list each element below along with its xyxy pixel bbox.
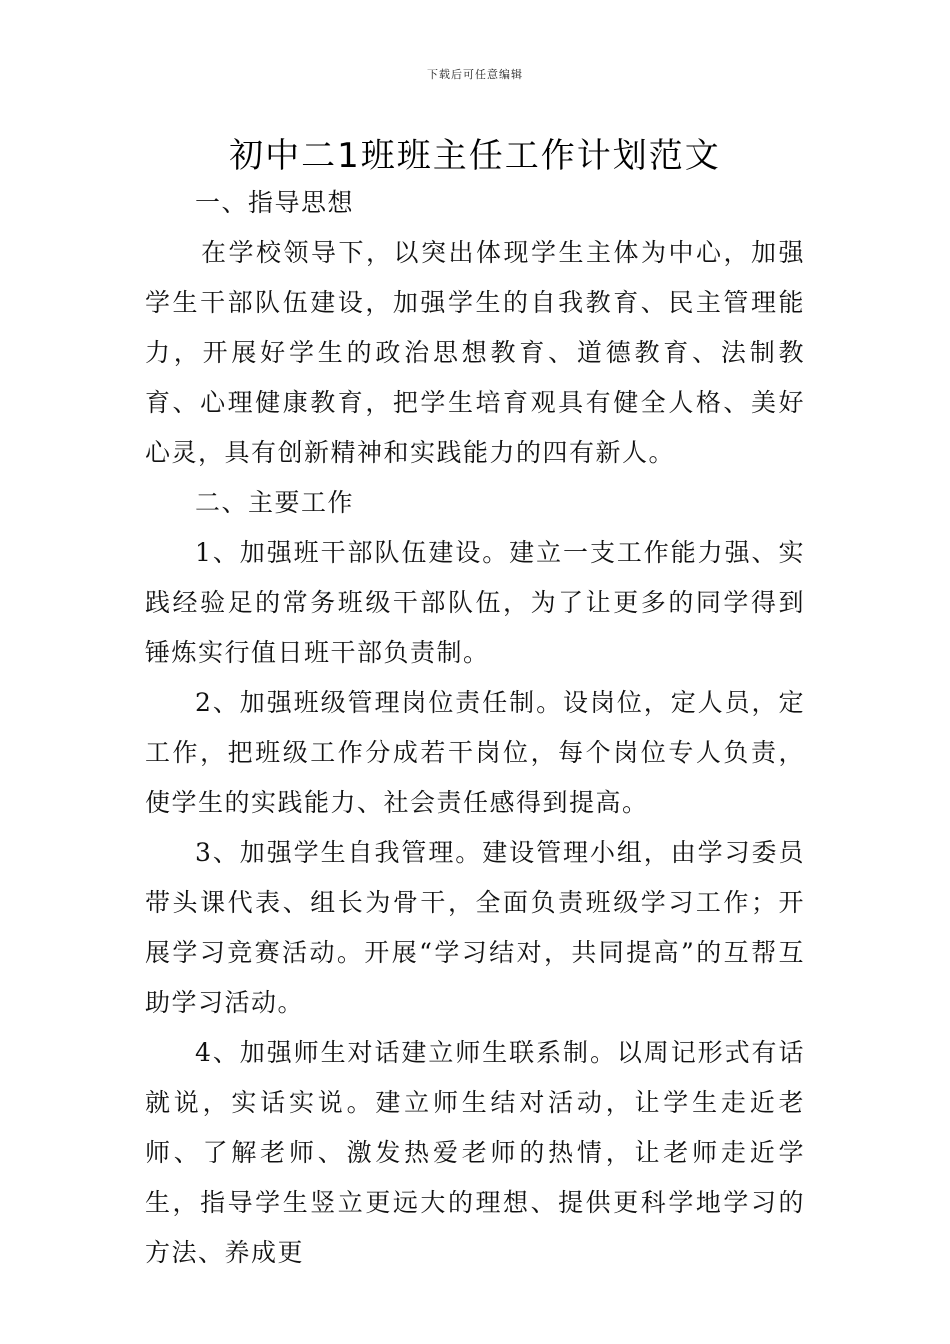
paragraph-guiding-ideology: 在学校领导下，以突出体现学生主体为中心，加强学生干部队伍建设，加强学生的自我教育、民主管理能力，开展好学生的政治思想教育、道德教育、法制教育、心理健康教育，把学生培育观具有健全人格、美好心灵，具有创新精神和实践能力的四有新人。 <box>145 238 805 467</box>
section-heading-main-work: 二、主要工作 <box>195 488 355 517</box>
document-title: 初中二1班班主任工作计划范文 <box>229 136 721 176</box>
paragraph-item-4: 4、加强师生对话建立师生联系制。以周记形式有话就说，实话实说。建立师生结对活动，让学生走近老师、了解老师、激发热爱老师的热情，让老师走近学生，指导学生竖立更远大的理想、提供更科学地学习的方法、养成更 <box>145 1038 805 1267</box>
document-body <box>145 178 805 1278</box>
paragraph-item-2: 2、加强班级管理岗位责任制。设岗位，定人员，定工作，把班级工作分成若干岗位，每个岗位专人负责，使学生的实践能力、社会责任感得到提高。 <box>145 688 805 817</box>
section-heading-guiding-ideology: 一、指导思想 <box>195 188 355 217</box>
header-note: 下载后可任意编辑 <box>427 68 523 81</box>
paragraph-item-3: 3、加强学生自我管理。建设管理小组，由学习委员带头课代表、组长为骨干，全面负责班级学习工作；开展学习竞赛活动。开展“学习结对，共同提高”的互帮互助学习活动。 <box>145 838 805 1017</box>
paragraph-item-1: 1、加强班干部队伍建设。建立一支工作能力强、实践经验足的常务班级干部队伍，为了让更多的同学得到锤炼实行值日班干部负责制。 <box>145 538 805 667</box>
